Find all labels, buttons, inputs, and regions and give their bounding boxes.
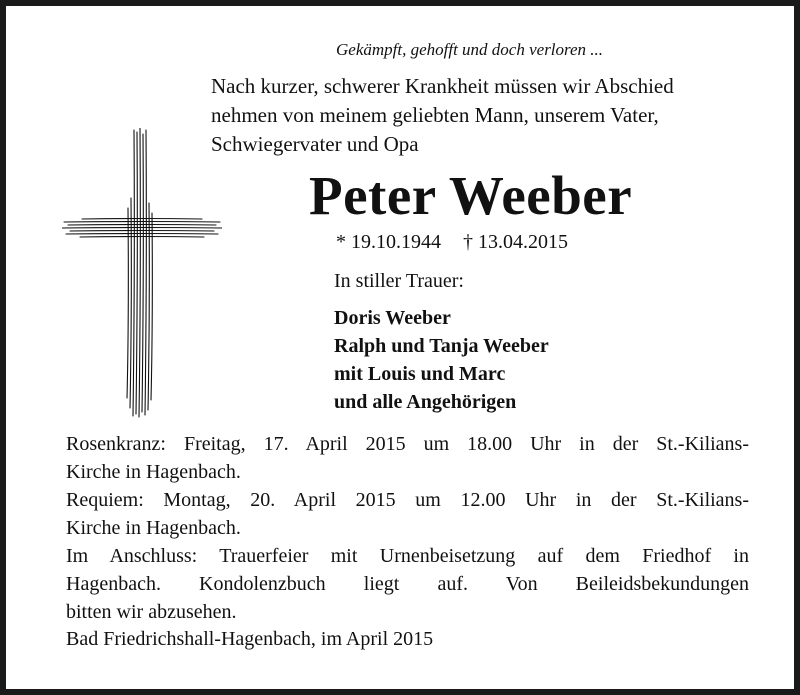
death-date: † 13.04.2015 [463, 231, 568, 253]
info-line: Hagenbach. Kondolenzbuch liegt auf. Von Beileidsbekundungen [66, 573, 749, 595]
service-info [66, 430, 749, 626]
info-line: Kirche in Hagenbach. [66, 517, 241, 539]
motto: Gekämpft, gehofft und doch verloren ... [336, 40, 604, 59]
info-line: Kirche in Hagenbach. [66, 461, 241, 483]
mourning-label: In stiller Trauer: [334, 270, 464, 292]
mourner: mit Louis und Marc [334, 363, 506, 385]
mourners-list [334, 304, 549, 416]
info-line: Requiem: Montag, 20. April 2015 um 12.00 Uhr in der St.-Kilians- [66, 489, 749, 511]
info-line: bitten wir abzusehen. [66, 601, 237, 623]
intro-line: nehmen von meinem geliebten Mann, unserem Vater, [211, 103, 659, 127]
mourner: und alle Angehörigen [334, 391, 517, 413]
deceased-name: Peter Weeber [309, 165, 633, 226]
birth-date: * 19.10.1944 [336, 231, 441, 253]
intro-text [211, 72, 756, 159]
intro-line: Nach kurzer, schwerer Krankheit müssen wir Abschied [211, 74, 674, 98]
info-line: Rosenkranz: Freitag, 17. April 2015 um 18.00 Uhr in der St.-Kilians- [66, 433, 749, 455]
mourner: Ralph und Tanja Weeber [334, 335, 549, 357]
life-dates [336, 231, 568, 254]
mourner: Doris Weeber [334, 307, 451, 329]
info-line: Im Anschluss: Trauerfeier mit Urnenbeisetzung auf dem Friedhof in [66, 545, 749, 567]
signoff: Bad Friedrichshall-Hagenbach, im April 2015 [66, 628, 434, 650]
intro-line: Schwiegervater und Opa [211, 132, 419, 156]
cross-icon [62, 128, 222, 423]
